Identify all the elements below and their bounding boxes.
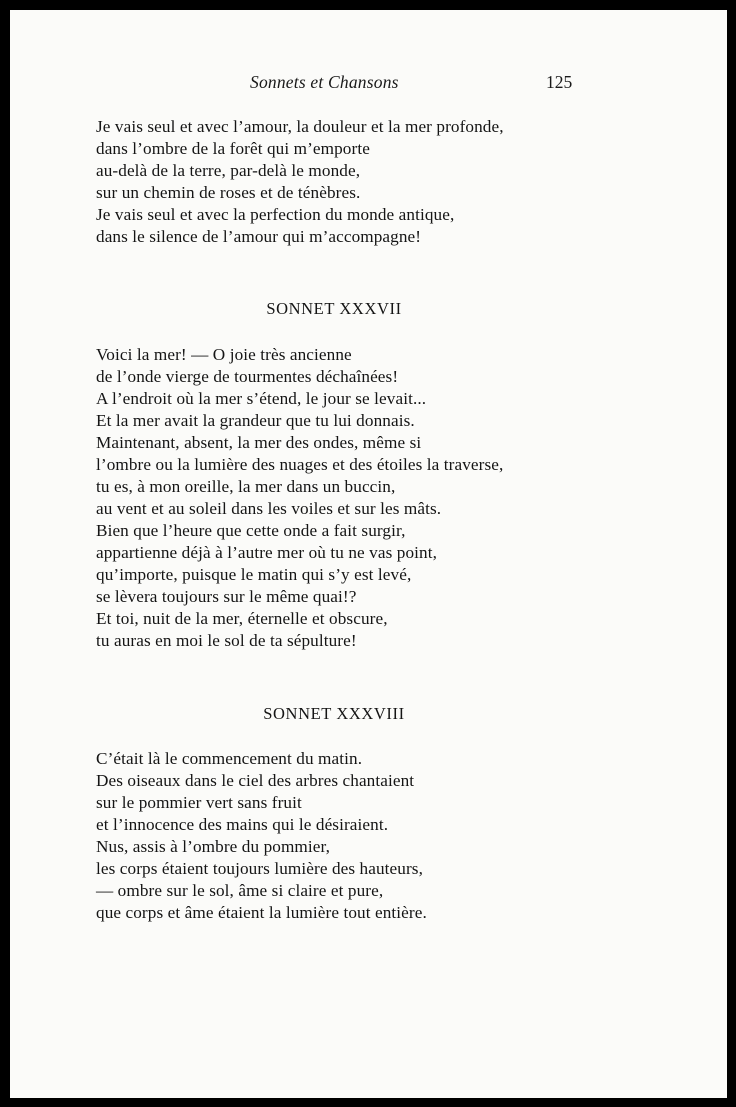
verse-line: de l’onde vierge de tourmentes déchaînées!	[96, 367, 399, 386]
sonnet-37-body	[96, 344, 503, 652]
verse-line: Voici la mer! — O joie très ancienne	[96, 345, 352, 364]
verse-line: Je vais seul et avec l’amour, la douleur et la mer profonde,	[96, 117, 504, 136]
verse-line: — ombre sur le sol, âme si claire et pure,	[96, 881, 384, 900]
book-page	[10, 10, 727, 1098]
sonnet-38-title: SONNET XXXVIII	[263, 704, 405, 723]
verse-line: C’était là le commencement du matin.	[96, 749, 363, 768]
verse-line: Bien que l’heure que cette onde a fait surgir,	[96, 521, 406, 540]
verse-line: sur le pommier vert sans fruit	[96, 793, 302, 812]
verse-line: Maintenant, absent, la mer des ondes, même si	[96, 433, 422, 452]
verse-line: Nus, assis à l’ombre du pommier,	[96, 837, 331, 856]
verse-line: tu es, à mon oreille, la mer dans un buccin,	[96, 477, 396, 496]
poem-continuation	[96, 116, 504, 248]
verse-line: tu auras en moi le sol de ta sépulture!	[96, 631, 357, 650]
verse-line: dans l’ombre de la forêt qui m’emporte	[96, 139, 370, 158]
verse-line: l’ombre ou la lumière des nuages et des étoiles la traverse,	[96, 455, 504, 474]
verse-line: se lèvera toujours sur le même quai!?	[96, 587, 357, 606]
sonnet-38-body	[96, 748, 427, 924]
running-head	[10, 72, 727, 98]
running-head-title: Sonnets et Chansons	[250, 72, 399, 92]
verse-line: et l’innocence des mains qui le désiraient.	[96, 815, 389, 834]
verse-line: les corps étaient toujours lumière des hauteurs,	[96, 859, 423, 878]
verse-line: sur un chemin de roses et de ténèbres.	[96, 183, 361, 202]
verse-line: au vent et au soleil dans les voiles et sur les mâts.	[96, 499, 442, 518]
verse-line: Des oiseaux dans le ciel des arbres chantaient	[96, 771, 415, 790]
verse-line: dans le silence de l’amour qui m’accompagne!	[96, 227, 422, 246]
page-number: 125	[546, 72, 573, 92]
verse-line: Et toi, nuit de la mer, éternelle et obscure,	[96, 609, 388, 628]
sonnet-37-title: SONNET XXXVII	[266, 299, 402, 318]
verse-line: Je vais seul et avec la perfection du monde antique,	[96, 205, 455, 224]
verse-line: Et la mer avait la grandeur que tu lui donnais.	[96, 411, 415, 430]
verse-line: qu’importe, puisque le matin qui s’y est levé,	[96, 565, 412, 584]
verse-line: que corps et âme étaient la lumière tout entière.	[96, 903, 427, 922]
verse-line: au-delà de la terre, par-delà le monde,	[96, 161, 361, 180]
verse-line: appartienne déjà à l’autre mer où tu ne vas point,	[96, 543, 437, 562]
verse-line: A l’endroit où la mer s’étend, le jour se levait...	[96, 389, 427, 408]
